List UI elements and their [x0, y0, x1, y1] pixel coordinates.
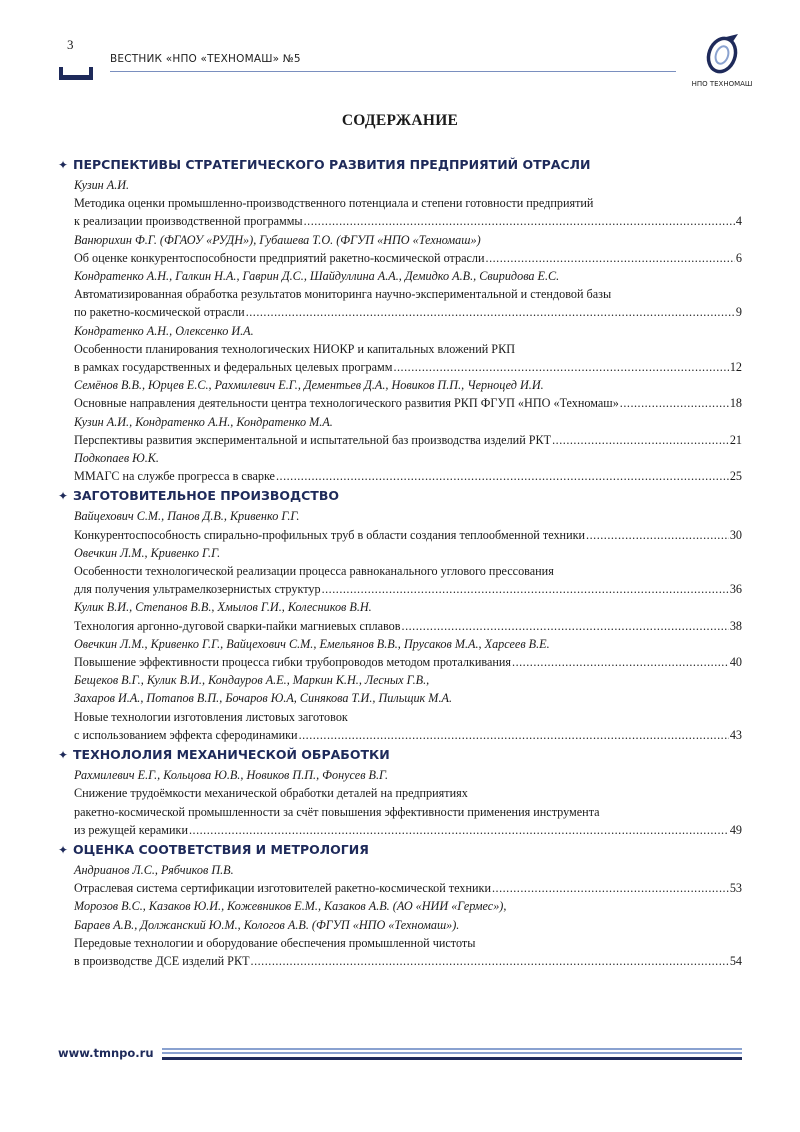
entry-title-last-line — [74, 394, 742, 412]
entry-title-line: Автоматизированная обработка результатов мониторинга научно-экспериментальной и стендовой базы — [74, 287, 612, 302]
entry-title-last-line — [74, 467, 742, 485]
entry-authors: Захаров И.А., Потапов В.П., Бочаров Ю.А, Синякова Т.И., Пильщик М.А. — [74, 691, 452, 706]
entry-authors: Морозов В.С., Казаков Ю.И., Кожевников Е.М., Казаков А.В. (АО «НИИ «Гермес»), — [74, 899, 507, 914]
entry-title-line: ракетно-космической промышленности за счёт повышения эффективности применения инструмента — [74, 804, 600, 819]
entry-title-last-line — [74, 653, 742, 671]
entry-title-line: Технология аргонно-дуговой сварки-пайки магниевых сплавов — [74, 618, 401, 633]
journal-title: ВЕСТНИК «НПО «ТЕХНОМАШ» №5 — [110, 53, 301, 65]
entry-page-number[interactable]: 18 — [729, 396, 742, 411]
entry-title-line: Особенности технологической реализации процесса равноканального углового прессования — [74, 564, 554, 579]
entry-title-last-line — [74, 212, 742, 230]
dot-leader — [304, 212, 735, 230]
four-point-star-icon: ✦ — [58, 748, 69, 763]
toc-section — [58, 154, 742, 485]
entry-title-last-line — [74, 526, 742, 544]
technomash-logo-icon — [702, 33, 742, 79]
dot-leader — [393, 358, 728, 376]
entry-authors: Кулик В.И., Степанов В.В., Хмылов Г.И., Колесников В.Н. — [74, 600, 372, 615]
entry-page-number[interactable]: 36 — [729, 582, 742, 597]
section-title-text: ЗАГОТОВИТЕЛЬНОЕ ПРОИЗВОДСТВО — [73, 488, 339, 504]
dot-leader — [486, 249, 735, 267]
dot-leader — [189, 821, 729, 839]
section-title — [58, 839, 742, 861]
entry-title-last-line — [74, 879, 742, 897]
entry-page-number[interactable]: 38 — [729, 618, 742, 633]
toc-entry[interactable] — [74, 449, 742, 485]
entry-page-number[interactable]: 9 — [735, 305, 742, 320]
entry-title-line: с использованием эффекта сферодинамики — [74, 727, 298, 742]
dot-leader — [322, 580, 729, 598]
footer-rule-bottom — [162, 1057, 742, 1060]
entry-title-last-line — [74, 249, 742, 267]
entry-title-line: Передовые технологии и оборудование обеспечения промышленной чистоты — [74, 935, 476, 950]
entry-authors: Рахмилевич Е.Г., Кольцова Ю.В., Новиков П.П., Фонусев В.Г. — [74, 768, 389, 783]
entry-page-number[interactable]: 25 — [729, 469, 742, 484]
toc-entry[interactable] — [74, 635, 742, 671]
entry-page-number[interactable]: 49 — [729, 822, 742, 837]
section-title — [58, 154, 742, 176]
entry-title-line: Конкурентоспособность спирально-профильных труб в области создания теплообменной техники — [74, 527, 586, 542]
entry-authors: Кондратенко А.Н., Галкин Н.А., Гаврин Д.С., Шайдуллина А.А., Демидко А.В., Свиридова Е.С. — [74, 269, 560, 284]
header-rule — [110, 71, 676, 72]
entry-authors: Кузин А.И. — [74, 178, 130, 192]
dot-leader — [402, 617, 729, 635]
entry-title-last-line — [74, 617, 742, 635]
page-number: 3 — [67, 37, 74, 52]
toc-entry[interactable] — [74, 413, 742, 449]
section-title — [58, 485, 742, 507]
entry-page-number[interactable]: 12 — [729, 360, 742, 375]
toc-section — [58, 839, 742, 970]
toc-entry[interactable] — [74, 544, 742, 599]
toc-entry[interactable] — [74, 376, 742, 412]
entry-title-line: Об оценке конкурентоспособности предприятий ракетно-космической отрасли — [74, 250, 485, 265]
dot-leader — [299, 726, 729, 744]
entry-title-line: Методика оценки промышленно-производственного потенциала и степени готовности предприятий — [74, 196, 594, 211]
toc-entry[interactable] — [74, 861, 742, 897]
entry-page-number[interactable]: 4 — [735, 214, 742, 229]
entry-page-number[interactable]: 30 — [729, 527, 742, 542]
section-title-text: ТЕХНОЛОЛИЯ МЕХАНИЧЕСКОЙ ОБРАБОТКИ — [73, 747, 390, 763]
entry-title-line: ММАГС на службе прогресса в сварке — [74, 469, 275, 484]
entry-title-line: Особенности планирования технологических НИОКР и капитальных вложений РКП — [74, 341, 515, 356]
toc-entry[interactable] — [74, 267, 742, 322]
entry-title-line: к реализации производственной программы — [74, 214, 303, 229]
entry-authors: Бараев А.В., Должанский Ю.М., Кологов А.В. (ФГУП «НПО «Техномаш»). — [74, 917, 460, 932]
entry-title-line: в рамках государственных и федеральных целевых программ — [74, 360, 393, 375]
toc-entry[interactable] — [74, 766, 742, 839]
four-point-star-icon: ✦ — [58, 489, 69, 504]
entry-title-last-line — [74, 580, 742, 598]
entry-title-line: Перспективы развития экспериментальной и испытательной баз производства изделий РКТ — [74, 432, 552, 447]
footer-url[interactable]: www.tmnpo.ru — [58, 1046, 154, 1060]
toc-entry[interactable] — [74, 507, 742, 543]
dot-leader — [512, 653, 729, 671]
entry-title-line: в производстве ДСЕ изделий РКТ — [74, 953, 250, 968]
entry-title-last-line — [74, 726, 742, 744]
dot-leader — [246, 303, 735, 321]
entry-authors: Подкопаев Ю.К. — [74, 451, 159, 466]
entry-authors: Кузин А.И., Кондратенко А.Н., Кондратенко М.А. — [74, 414, 333, 429]
dot-leader — [276, 467, 729, 485]
toc-entry[interactable] — [74, 671, 742, 744]
dot-leader — [620, 394, 729, 412]
entry-authors: Андрианов Л.С., Рябчиков П.В. — [74, 862, 234, 877]
entry-page-number[interactable]: 54 — [729, 953, 742, 968]
footer-rule-top — [162, 1048, 742, 1050]
entry-page-number[interactable]: 21 — [729, 432, 742, 447]
entry-title-line: для получения ультрамелкозернистых структур — [74, 582, 321, 597]
toc-entry[interactable] — [74, 231, 742, 267]
section-title — [58, 744, 742, 766]
footer-rule-middle — [162, 1052, 742, 1054]
entry-authors: Ванюрихин Ф.Г. (ФГАОУ «РУДН»), Губашева Т.О. (ФГУП «НПО «Техномаш») — [74, 232, 481, 247]
entry-page-number[interactable]: 53 — [729, 881, 742, 896]
entry-title-line: Новые технологии изготовления листовых заготовок — [74, 709, 348, 724]
four-point-star-icon: ✦ — [58, 158, 69, 172]
toc-section — [58, 744, 742, 839]
toc-entry[interactable] — [74, 598, 742, 634]
dot-leader — [492, 879, 729, 897]
logo-text: НПО ТЕХНОМАШ — [691, 80, 753, 88]
entry-authors: Бещеков В.Г., Кулик В.И., Кондауров А.Е., Маркин К.Н., Лесных Г.В., — [74, 673, 430, 688]
entry-title-line: Снижение трудоёмкости механической обработки деталей на предприятиях — [74, 786, 468, 801]
entry-title-line: Повышение эффективности процесса гибки трубопроводов методом проталкивания — [74, 655, 512, 670]
entry-authors: Кондратенко А.Н., Олексенко И.А. — [74, 323, 254, 338]
section-title-text: ОЦЕНКА СООТВЕТСТВИЯ И МЕТРОЛОГИЯ — [73, 841, 369, 857]
entry-title-last-line — [74, 431, 742, 449]
entry-title-line: по ракетно-космической отрасли — [74, 305, 245, 320]
entry-page-number[interactable]: 40 — [729, 655, 742, 670]
toc-entry[interactable] — [74, 176, 742, 231]
entry-title-last-line — [74, 303, 742, 321]
entry-authors: Овечкин Л.М., Кривенко Г.Г., Вайцехович С.М., Емельянов В.В., Прусаков М.А., Харсеев В.Е. — [74, 636, 550, 651]
dot-leader — [251, 952, 729, 970]
entry-page-number[interactable]: 6 — [735, 250, 742, 265]
toc-entry[interactable] — [74, 322, 742, 377]
logo — [690, 33, 754, 93]
toc-title: СОДЕРЖАНИЕ — [341, 112, 459, 129]
dot-leader — [552, 431, 729, 449]
entry-title-line: Основные направления деятельности центра технологического развития РКП ФГУП «НПО «Техномаш» — [74, 396, 619, 411]
table-of-contents — [58, 154, 742, 970]
entry-authors: Семёнов В.В., Юрцев Е.С., Рахмилевич Е.Г., Дементьев Д.А., Новиков П.П., Черноцед И.И. — [74, 378, 544, 393]
section-title-text: ПЕРСПЕКТИВЫ СТРАТЕГИЧЕСКОГО РАЗВИТИЯ ПРЕДПРИЯТИЙ ОТРАСЛИ — [73, 157, 591, 172]
toc-section — [58, 485, 742, 744]
entry-title-last-line — [74, 952, 742, 970]
dot-leader — [586, 526, 729, 544]
tray-icon — [58, 66, 94, 82]
entry-authors: Вайцехович С.М., Панов Д.В., Кривенко Г.Г. — [74, 509, 300, 524]
four-point-star-icon: ✦ — [58, 842, 69, 857]
entry-title-line: Отраслевая система сертификации изготовителей ракетно-космической техники — [74, 881, 491, 896]
entry-title-last-line — [74, 358, 742, 376]
entry-title-line: из режущей керамики — [74, 822, 188, 837]
toc-entry[interactable] — [74, 897, 742, 970]
entry-authors: Овечкин Л.М., Кривенко Г.Г. — [74, 545, 221, 560]
entry-page-number[interactable]: 43 — [729, 727, 742, 742]
entry-title-last-line — [74, 821, 742, 839]
